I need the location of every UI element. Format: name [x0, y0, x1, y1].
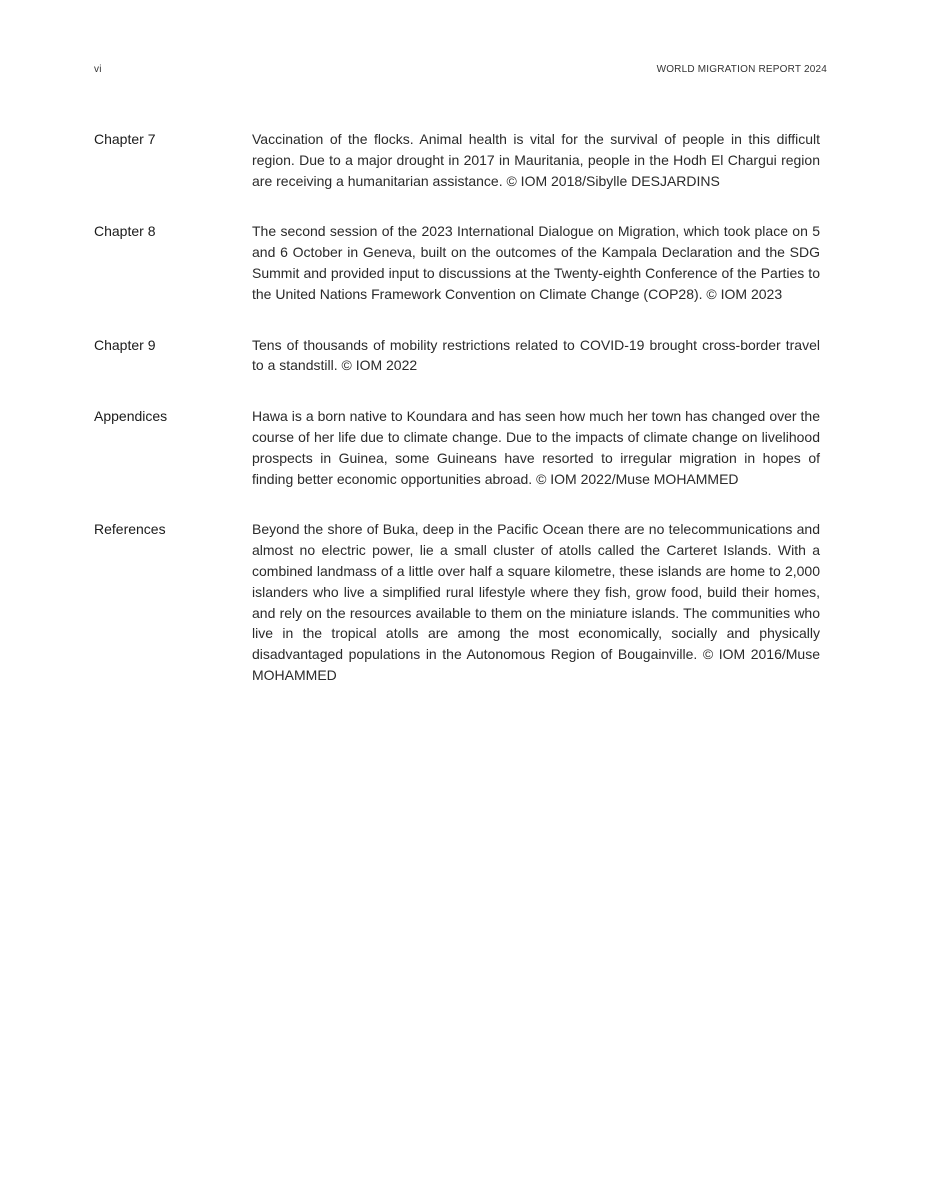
credit-caption: Beyond the shore of Buka, deep in the Pacific Ocean there are no telecommunications and almost no electric power, lie a small cluster of atolls called the Carteret Islands. With a combined landmass of a little over half a square kilometre, these islands are home to 2,000 islanders who live a simplified rural lifestyle where they fish, grow food, build their homes, and rely on the resources available to them on the miniature islands. The communities who live in the tropical atolls are among the most economically, socially and physically disadvantaged populations in the Autonomous Region of Bougainville. © IOM 2016/Muse MOHAMMED [252, 521, 820, 683]
credit-label: Chapter 8 [94, 223, 156, 240]
photo-credits-list [94, 129, 820, 716]
credit-label: Appendices [94, 408, 168, 425]
credit-label: Chapter 7 [94, 131, 156, 147]
report-title: WORLD MIGRATION REPORT 2024 [656, 64, 827, 75]
credit-label: References [94, 521, 166, 538]
running-header [94, 64, 827, 78]
credit-caption: Tens of thousands of mobility restrictions related to COVID-19 brought cross-border travel to a standstill. © IOM 2022 [252, 336, 820, 374]
credit-entry-chapter-8 [94, 221, 820, 304]
credit-entry-chapter-7 [94, 129, 820, 191]
credit-entry-appendices [94, 406, 820, 489]
credit-caption: The second session of the 2023 International Dialogue on Migration, which took place on 5 and 6 October in Geneva, built on the outcomes of the Kampala Declaration and the SDG Summit and provided input to discussions at the Twenty-eighth Conference of the Parties to the United Nations Framework Convention on Climate Change (COP28). © IOM 2023 [252, 223, 820, 302]
page-number: vi [94, 64, 102, 75]
credit-entry-chapter-9 [94, 335, 820, 377]
credit-caption: Hawa is a born native to Koundara and has seen how much her town has changed over the course of her life due to climate change. Due to the impacts of climate change on livelihood prospects in Guinea, some Guineans have resorted to irregular migration in hopes of finding better economic opportunities abroad. © IOM 2022/Muse MOHAMMED [252, 408, 820, 487]
credit-label: Chapter 9 [94, 336, 156, 353]
credit-caption: Vaccination of the flocks. Animal health is vital for the survival of people in this difficult region. Due to a major drought in 2017 in Mauritania, people in the Hodh El Chargui region are receiving a humanitarian assistance. © IOM 2018/Sibylle DESJARDINS [252, 131, 820, 189]
credit-entry-references [94, 519, 820, 685]
